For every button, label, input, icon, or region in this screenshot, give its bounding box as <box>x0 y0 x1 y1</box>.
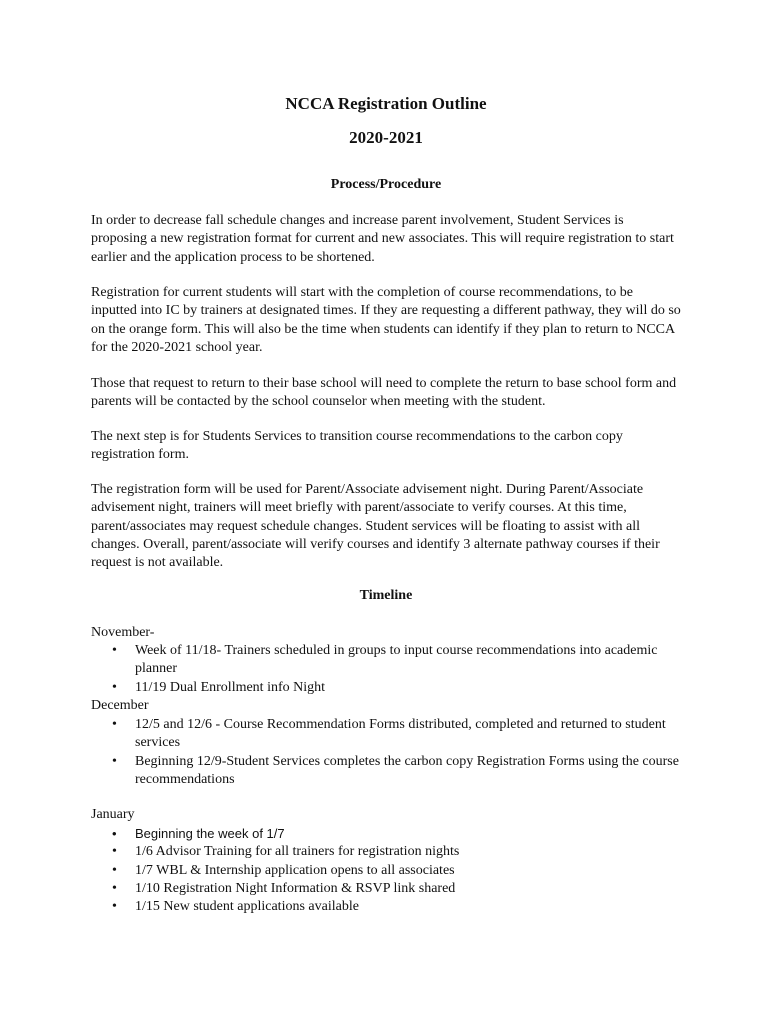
month-november: November- <box>91 625 155 640</box>
month-december: December <box>91 698 149 713</box>
bullet-icon: • <box>112 844 117 860</box>
process-heading: Process/Procedure <box>330 177 442 192</box>
january-list <box>91 825 686 916</box>
bullet-icon: • <box>112 862 117 878</box>
bullet-icon: • <box>112 899 117 915</box>
month-january: January <box>91 807 135 822</box>
list-item: • 12/5 and 12/6 - Course Recommendation Forms distributed, completed and returned to student services <box>112 717 666 751</box>
paragraph-next-step: The next step is for Students Services to transition course recommendations to the carbon copy registration form. <box>91 429 623 463</box>
list-item: • 1/15 New student applications available <box>91 898 686 916</box>
bullet-icon: • <box>112 826 117 841</box>
bullet-icon: • <box>112 717 117 732</box>
timeline-heading: Timeline <box>359 588 413 603</box>
paragraph-intro: In order to decrease fall schedule changes and increase parent involvement, Student Services is proposing a new registration format for current and new associates. This will require registration to start earlier and the application process to be shortened. <box>91 213 674 265</box>
december-list <box>91 716 686 789</box>
document-year: 2020-2021 <box>349 128 423 147</box>
bullet-icon: • <box>112 643 117 658</box>
november-list <box>91 642 686 697</box>
list-item: • 1/7 WBL & Internship application opens to all associates <box>91 862 686 880</box>
bullet-icon: • <box>112 880 117 896</box>
paragraph-advisement: The registration form will be used for Parent/Associate advisement night. During Parent/Associate advisement night, trainers will meet briefly with parent/associate to verify courses. At this time, parent/associates may request schedule changes. Student services will be floating to assist with all changes. Overall, parent/associate will verify courses and identify 3 alternate pathway courses if their request is not available. <box>91 482 660 571</box>
list-item: • Beginning 12/9-Student Services completes the carbon copy Registration Forms using the course recommendations <box>112 753 679 787</box>
list-item: • 1/10 Registration Night Information & RSVP link shared <box>91 880 686 898</box>
paragraph-registration: Registration for current students will start with the completion of course recommendations, to be inputted into IC by trainers at designated times. If they are requesting a different pathway, they will do so on the orange form. This will also be the time when students can identify if they plan to return to NCCA for the 2020-2021 school year. <box>91 285 681 355</box>
list-item: • Week of 11/18- Trainers scheduled in groups to input course recommendations into academic planner <box>112 643 658 677</box>
paragraph-base-school: Those that request to return to their base school will need to complete the return to base school form and parents will be contacted by the school counselor when meeting with the student. <box>91 376 677 410</box>
bullet-icon: • <box>112 679 117 695</box>
list-item: • 11/19 Dual Enrollment info Night <box>91 679 686 697</box>
bullet-icon: • <box>112 753 117 769</box>
list-item: • 1/6 Advisor Training for all trainers for registration nights <box>91 843 686 861</box>
list-item: • Beginning the week of 1/7 <box>91 825 686 843</box>
document-title: NCCA Registration Outline <box>285 94 487 113</box>
